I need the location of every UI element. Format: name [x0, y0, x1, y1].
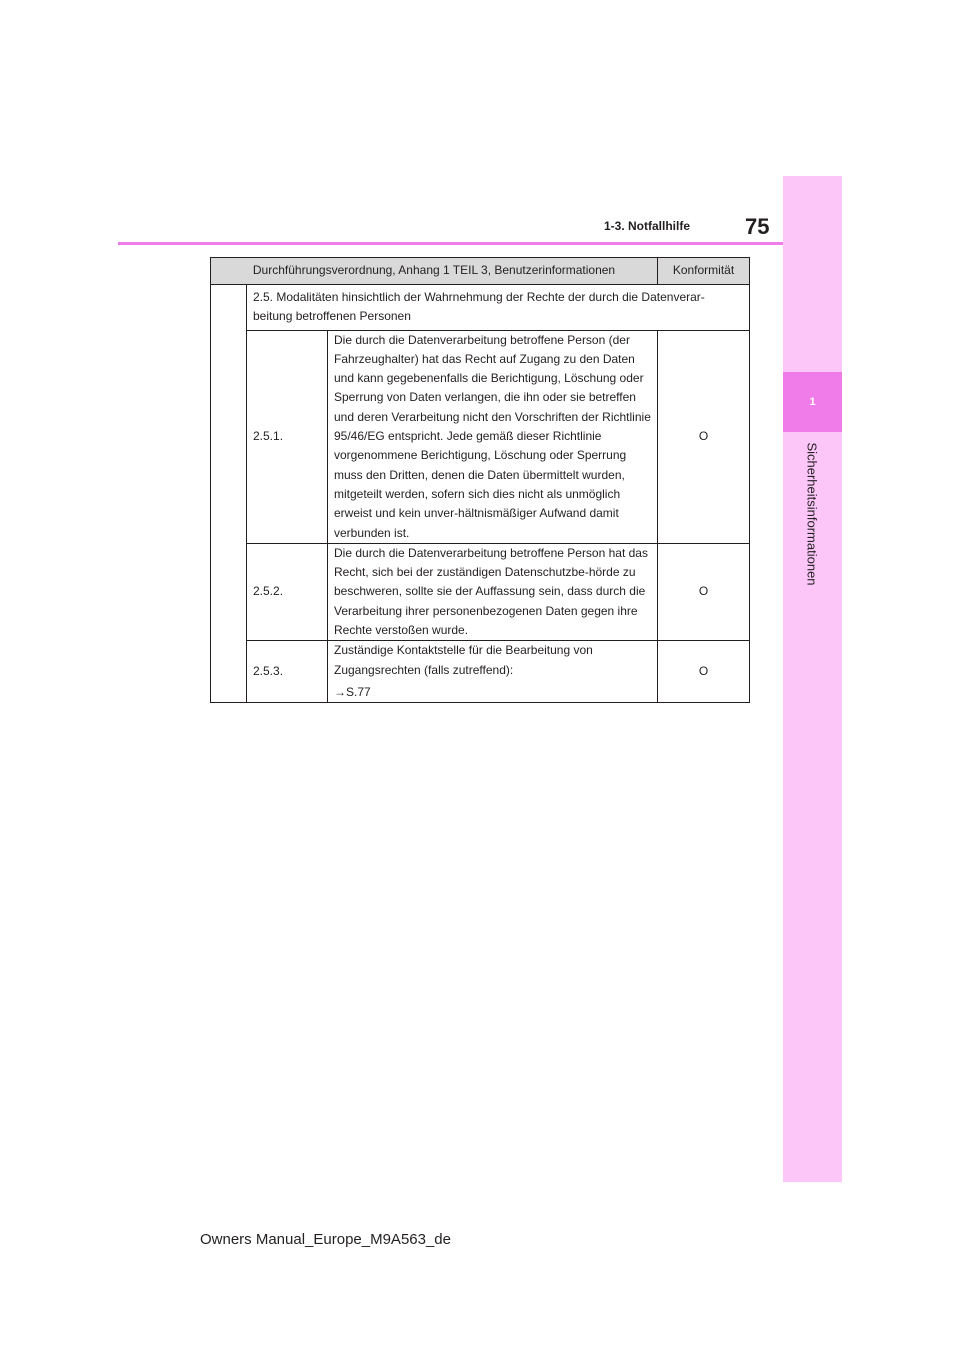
section-heading-cell: 2.5. Modalitäten hinsichtlich der Wahrnehmung der Rechte der durch die Datenverar-beitung betroffenen Personen	[247, 285, 750, 331]
row-number: 2.5.2.	[247, 543, 328, 640]
row-number: 2.5.3.	[247, 641, 328, 703]
page-reference-link[interactable]: →S.77	[334, 684, 371, 699]
column-header-regulation: Durchführungsverordnung, Anhang 1 TEIL 3, Benutzerinformationen	[211, 258, 658, 285]
table-row	[211, 543, 750, 640]
row-description-text: Zuständige Kontaktstelle für die Bearbeitung von Zugangsrechten (falls zutreffend):	[334, 643, 593, 677]
chapter-number-tab[interactable]	[783, 372, 842, 432]
row-description: Die durch die Datenverarbeitung betroffene Person hat das Recht, sich bei der zuständigen Datenschutzbe-hörde zu beschweren, sollte sie der Auffassung sein, dass durch die Verarbeitung ihrer personenbezogenen Daten gegen ihre Rechte verstoßen wurde.	[328, 543, 658, 640]
header-divider	[118, 242, 783, 245]
table-row	[211, 330, 750, 543]
table-header-row	[211, 258, 750, 285]
page-number: 75	[745, 214, 770, 239]
conformity-table	[210, 257, 750, 703]
table-section-row	[211, 285, 750, 331]
row-conformity: O	[658, 330, 750, 543]
row-description: Die durch die Datenverarbeitung betroffene Person (der Fahrzeughalter) hat das Recht auf Zugang zu den Daten und kann gegebenenfalls die Berichtigung, Löschung oder Sperrung von Daten verlangen, die ihn oder sie betreffen und deren Verarbeitung nicht den Vorschriften der Richtlinie 95/46/EG entspricht. Jede gemäß dieser Richtlinie vorgenommene Berichtigung, Löschung oder Sperrung muss den Dritten, denen die Daten übermittelt wurden, mitgeteilt werden, sofern sich dies nicht als unmöglich erweist und kein unver-hältnismäßiger Aufwand damit verbunden ist.	[328, 330, 658, 543]
chapter-number: 1	[809, 396, 816, 408]
chapter-side-tab	[783, 176, 842, 1182]
table-row	[211, 641, 750, 703]
table-indent-cell	[211, 285, 247, 703]
column-header-conformity: Konformität	[658, 258, 750, 285]
section-title: 1-3. Notfallhilfe	[604, 219, 691, 233]
row-conformity: O	[658, 543, 750, 640]
row-number: 2.5.1.	[247, 330, 328, 543]
row-conformity: O	[658, 641, 750, 703]
footer-document-id: Owners Manual_Europe_M9A563_de	[200, 1231, 451, 1248]
row-description	[328, 641, 658, 703]
chapter-label: Sicherheitsinformationen	[804, 442, 820, 586]
